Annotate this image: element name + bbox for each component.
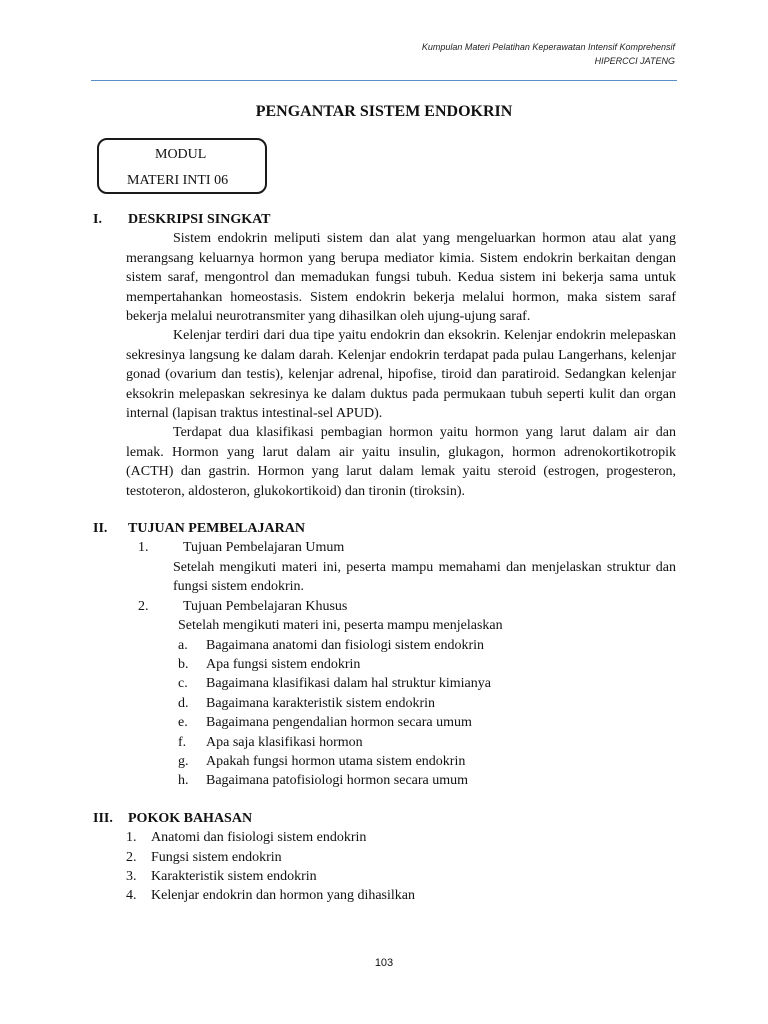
objective-text: Setelah mengikuti materi ini, peserta mampu memahami dan menjelaskan struktur dan fungsi sistem endokrin.	[173, 559, 676, 595]
objective-khusus	[93, 597, 676, 616]
objective-label: Tujuan Pembelajaran Khusus	[183, 598, 348, 614]
section-heading-tujuan	[93, 519, 676, 538]
objective-umum	[93, 538, 676, 557]
header-rule	[91, 80, 677, 81]
list-text: Fungsi sistem endokrin	[151, 849, 282, 865]
list-letter: d.	[178, 695, 189, 711]
list-item	[93, 848, 676, 867]
list-item	[93, 733, 676, 752]
section-title: POKOK BAHASAN	[128, 810, 253, 826]
list-item	[93, 694, 676, 713]
list-letter: g.	[178, 753, 189, 769]
document-body	[93, 210, 676, 906]
list-item	[93, 674, 676, 693]
paragraph: Terdapat dua klasifikasi pembagian hormon yaitu hormon yang larut dalam air dan lemak. Hormon yang larut dalam air yaitu insulin, glukagon, hormon adrenokortikotropik (ACTH) dan gastrin. Hormon yang larut dalam lemak yaitu steroid (estrogen, progesteron, testoteron, aldosteron, glukokortikoid) dan tironin (tiroksin).	[126, 425, 676, 499]
list-text: Karakteristik sistem endokrin	[151, 868, 317, 884]
paragraph: Sistem endokrin meliputi sistem dan alat yang mengeluarkan hormon atau alat yang merangsang keluarnya hormon yang berupa mediator kimia. Sistem endokrin berkaitan dengan sistem saraf, mengontrol dan memadukan fungsi tubuh. Kedua sistem ini bekerja sama untuk mempertahankan homeostasis. Sistem endokrin bekerja melalui hormon, maka sistem saraf bekerja melalui neurotransmiter yang dihasilkan oleh ujung-ujung saraf.	[126, 231, 676, 325]
list-text: Kelenjar endokrin dan hormon yang dihasilkan	[151, 888, 415, 904]
list-letter: e.	[178, 715, 188, 731]
header-line-2: HIPERCCI JATENG	[594, 56, 675, 66]
list-item	[93, 655, 676, 674]
objective-lead: Setelah mengikuti materi ini, peserta mampu menjelaskan	[178, 618, 503, 634]
list-text: Bagaimana pengendalian hormon secara umum	[206, 715, 472, 731]
list-item	[93, 713, 676, 732]
list-text: Bagaimana klasifikasi dalam hal struktur kimianya	[206, 676, 491, 692]
page-number: 103	[374, 957, 394, 969]
list-number: 1.	[126, 830, 137, 846]
objective-label: Tujuan Pembelajaran Umum	[183, 540, 345, 556]
header-line-1: Kumpulan Materi Pelatihan Keperawatan Intensif Komprehensif	[421, 42, 675, 52]
section-number: III.	[93, 810, 113, 826]
module-box	[97, 138, 267, 194]
section-title: DESKRIPSI SINGKAT	[128, 212, 271, 227]
section-number: II.	[93, 521, 108, 537]
list-item	[93, 771, 676, 790]
list-text: Apa fungsi sistem endokrin	[206, 656, 361, 672]
page-title: PENGANTAR SISTEM ENDOKRIN	[255, 103, 513, 120]
list-item	[93, 636, 676, 655]
list-text: Bagaimana anatomi dan fisiologi sistem endokrin	[206, 637, 484, 653]
list-letter: f.	[178, 734, 187, 750]
section-number: I.	[93, 212, 102, 227]
list-text: Apa saja klasifikasi hormon	[206, 734, 363, 750]
list-item	[93, 828, 676, 847]
module-subtitle: MATERI INTI 06	[127, 173, 229, 188]
list-text: Apakah fungsi hormon utama sistem endokrin	[206, 753, 466, 769]
list-letter: b.	[178, 656, 189, 672]
list-text: Anatomi dan fisiologi sistem endokrin	[151, 830, 367, 846]
list-item	[93, 752, 676, 771]
list-item	[93, 886, 676, 905]
list-text: Bagaimana patofisiologi hormon secara umum	[206, 773, 469, 789]
list-number: 2.	[126, 849, 137, 865]
list-letter: c.	[178, 676, 188, 692]
list-number: 3.	[126, 868, 137, 884]
list-letter: h.	[178, 773, 189, 789]
list-item	[93, 867, 676, 886]
section-heading-deskripsi	[93, 210, 676, 229]
objective-number: 1.	[138, 540, 149, 556]
module-label: MODUL	[155, 147, 207, 162]
section-heading-pokok	[93, 809, 676, 828]
section-title: TUJUAN PEMBELAJARAN	[128, 521, 305, 537]
objective-number: 2.	[138, 598, 149, 614]
list-letter: a.	[178, 637, 188, 653]
list-number: 4.	[126, 888, 137, 904]
list-text: Bagaimana karakteristik sistem endokrin	[206, 695, 435, 711]
running-header	[422, 40, 675, 68]
paragraph: Kelenjar terdiri dari dua tipe yaitu endokrin dan eksokrin. Kelenjar endokrin melepaskan sekresinya langsung ke dalam darah. Kelenjar endokrin terdapat pada pulau Langerhans, kelenjar gonad (ovarium dan testis), kelenjar adrenal, hipofise, tiroid dan paratiroid. Sedangkan kelenjar eksokrin melepaskan sekresinya ke dalam duktus pada permukaan tubuh seperti kulit dan organ internal (lapisan traktus intestinal-sel APUD).	[126, 328, 676, 422]
